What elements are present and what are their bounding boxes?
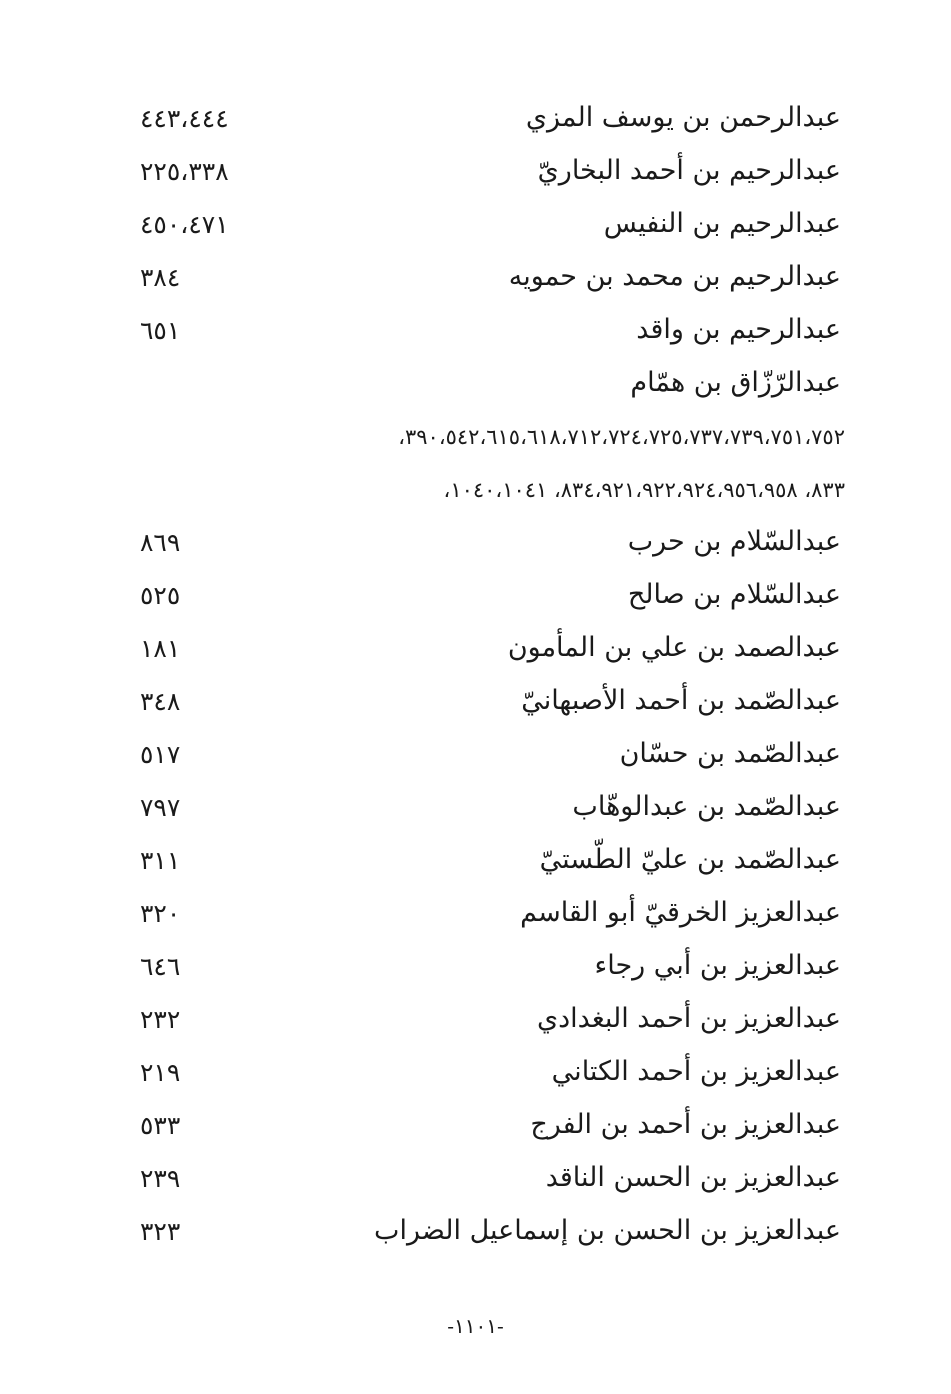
index-entry [130,993,845,1046]
continuation-line-2: ٨٣٣، ٨٣٤،٩٢١،٩٢٢،٩٢٤،٩٥٦،٩٥٨، ١٠٤٠،١٠٤١، [443,478,845,502]
entry-pages: ٥٣٣ [140,1111,181,1140]
entry-name: عبدالصمد بن علي بن المأمون [507,632,841,663]
index-entry [130,92,845,145]
index-entry [130,1099,845,1152]
entry-name: عبدالصّمد بن حسّان [619,738,841,769]
index-entry [130,357,845,410]
entry-name: عبدالعزيز بن أبي رجاء [594,950,841,981]
index-entry [130,728,845,781]
index-entry [130,675,845,728]
entry-pages: ٧٩٧ [140,793,181,822]
entry-pages: ٢٣٩ [140,1164,181,1193]
entry-name: عبدالرحمن بن يوسف المزي [525,102,841,133]
entry-name: عبدالصّمد بن عبدالوهّاب [572,791,841,822]
index-entry [130,198,845,251]
entry-pages: ١٨١ [140,634,181,663]
page-list-continuation [130,410,845,463]
page-list-continuation [130,463,845,516]
entry-pages: ٣٢٠ [140,899,181,928]
entry-name: عبدالرحيم بن النفيس [603,208,841,239]
entry-name: عبدالرحيم بن محمد بن حمويه [508,261,841,292]
index-entry [130,1152,845,1205]
entry-pages: ٣١١ [140,846,181,875]
entry-pages: ٢١٩ [140,1058,181,1087]
index-entry [130,304,845,357]
entry-name: عبدالسّلام بن صالح [627,579,841,610]
entry-name: عبدالصّمد بن أحمد الأصبهانيّ [521,685,841,716]
entry-pages: ٢٢٥،٣٣٨ [140,157,229,186]
entry-pages: ٣٢٣ [140,1217,181,1246]
index-entry [130,1205,845,1258]
index-entry [130,622,845,675]
entry-pages: ٤٤٣،٤٤٤ [140,104,229,133]
index-entry [130,516,845,569]
entry-pages: ٦٥١ [140,316,181,345]
index-entry [130,781,845,834]
index-entry [130,569,845,622]
index-entry [130,1046,845,1099]
entry-pages: ٣٨٤ [140,263,181,292]
entry-pages: ٢٣٢ [140,1005,181,1034]
entry-name: عبدالصّمد بن عليّ الطّستيّ [539,844,841,875]
entry-name: عبدالعزيز بن أحمد البغدادي [536,1003,841,1034]
entry-pages: ٨٦٩ [140,528,181,557]
entry-pages: ٤٥٠،٤٧١ [140,210,229,239]
entry-name: عبدالرحيم بن أحمد البخاريّ [537,155,841,186]
index-entry [130,834,845,887]
entry-name: عبدالعزيز بن أحمد الكتاني [551,1056,841,1087]
entry-pages: ٣٤٨ [140,687,181,716]
index-entry [130,940,845,993]
entry-pages: ٦٤٦ [140,952,181,981]
entry-pages: ٥٢٥ [140,581,181,610]
index-entry [130,145,845,198]
page-number: -١١٠١- [447,1314,504,1338]
index-entries [130,92,845,1258]
index-entry [130,251,845,304]
entry-name: عبدالسّلام بن حرب [627,526,841,557]
entry-name: عبدالعزيز الخرقيّ أبو القاسم [520,897,841,928]
entry-pages: ٥١٧ [140,740,181,769]
entry-name: عبدالعزيز بن أحمد بن الفرج [530,1109,841,1140]
entry-name: عبدالرّزّاق بن همّام [630,367,841,398]
continuation-line-1: ٣٩٠،٥٤٢،٦١٥،٦١٨،٧١٢،٧٢٤،٧٢٥،٧٣٧،٧٣٩،٧٥١،٧٥٢، [398,425,845,449]
index-entry [130,887,845,940]
entry-name: عبدالعزيز بن الحسن الناقد [545,1162,841,1193]
entry-name: عبدالعزيز بن الحسن بن إسماعيل الضراب [374,1215,841,1246]
entry-name: عبدالرحيم بن واقد [636,314,841,345]
